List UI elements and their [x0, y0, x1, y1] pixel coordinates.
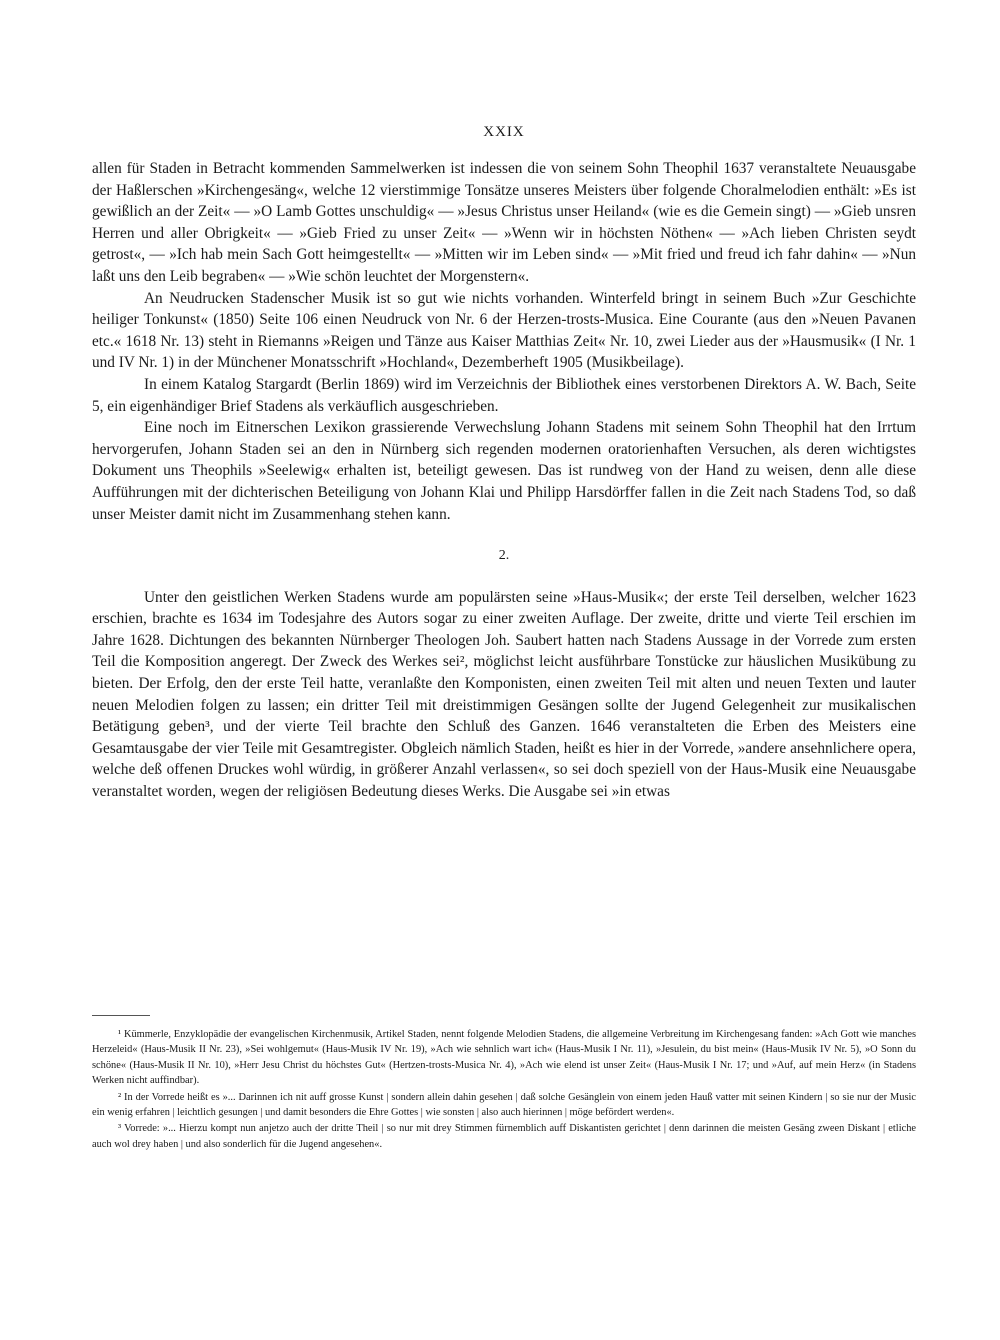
body-text — [92, 158, 916, 803]
paragraph-neudrucke: An Neudrucken Stadenscher Musik ist so gut wie nichts vorhanden. Winterfeld bringt in seinem Buch »Zur Geschichte heiliger Tonkunst« (1850) Seite 106 einen Neudruck von Nr. 6 der Herzen-trosts-Musica. Eine Courante (aus den »Neuen Pavanen etc.« 1618 Nr. 13) steht in Riemanns »Reigen und Tänze aus Kaiser Matthias Zeit« Nr. 10, zwei Lieder aus der »Hausmusik« (I Nr. 1 und IV Nr. 1) in der Münchener Monatsschrift »Hochland«, Dezemberheft 1905 (Musikbeilage). — [92, 289, 916, 372]
footnote-3: ³ Vorrede: »... Hierzu kompt nun anjetzo auch der dritte Theil | so nur mit drey Stimmen fürnemblich auff Diskantisten gerichtet | denn darinnen die meisten Gesäng zween Diskant | etliche auch wol drey haben | und also sonderlich für die Jugend angesehen«. — [92, 1123, 916, 1150]
footnote-2: ² In der Vorrede heißt es »... Darinnen ich nit auff grosse Kunst | sondern allein dahin gesehen | daß solche Gesänglein von einem jeden Hauß vatter mit seinen Kindern | so sie nur der Music ein wenig erfahren | leichtlich gesungen | und damit besonders die Ehre Gottes | wie sonsten | also auch hierinnen | möge befördert werden«. — [92, 1091, 916, 1119]
footnotes — [92, 1027, 916, 1152]
footnote-1: ¹ Kümmerle, Enzyklopädie der evangelischen Kirchenmusik, Artikel Staden, nennt folgende Melodien Stadens, die allgemeine Verbreitung im Kirchengesang fanden: »Ach Gott wie manches Herzeleid« (Haus-Musik II Nr. 23), »Sei wohlgemut« (Haus-Musik IV Nr. 19), »Ach wie sehnlich wart ich« (Haus-Musik I Nr. 11), »Jesulein, du bist mein« (Haus-Musik IV Nr. 5), »O Sonn du schöne« (Haus-Musik II Nr. 10), »Herr Jesu Christ du höchstes Gut« (Hertzen-trosts-Musica Nr. 4), »Ach wie elend ist unser Zeit« (Haus-Musik I Nr. 17; und »Auf, auf mein Herz« (in Stadens Werken nicht auffindbar). — [92, 1029, 916, 1087]
paragraph-haus-musik: Unter den geistlichen Werken Stadens wurde am populärsten seine »Haus-Musik«; der erste Teil derselben, welcher 1623 erschien, brachte es 1634 im Todesjahre des Autors sogar zu einer zweiten Auflage. Der zweite, dritte und vierte Teil erschien im Jahre 1628. Dichtungen des bekannten Nürnberger Theologen Joh. Saubert hatten nach Stadens Aussage in der Vorrede zum ersten Teil die Komposition angeregt. Der Zweck des Werkes sei², möglichst leicht ausführbare Tonstücke zur häuslichen Musikübung zu bieten. Der Erfolg, den der erste Teil hatte, veranlaßte den Komponisten, einen zweiten Teil mit alten und neuen Texten und lauter neuen Melodien folgen zu lassen; ein dritter Teil mit dreistimmigen Gesängen sollte der Jugend Gelegenheit zur musikalischen Betätigung geben³, und der vierte Teil brachte den Schluß des Ganzen. 1646 veranstalteten die Erben des Meisters eine Gesamtausgabe der vier Teile mit Gesamtregister. Obgleich nämlich Staden, heißt es hier in der Vorrede, »andere ansehnlichere opera, welche deß offenen Druckes wohl würdig, in größerer Anzahl verlassen«, so sei doch speziell von der Haus-Musik eine Neuausgabe veranstaltet worden, wegen der religiösen Bedeutung dieses Werks. Die Ausgabe sei »in etwas — [92, 588, 916, 801]
page-number: XXIX — [483, 124, 525, 140]
footnote-divider — [92, 1015, 150, 1016]
paragraph-continuation: allen für Staden in Betracht kommenden Sammelwerken ist indessen die von seinem Sohn Theophil 1637 veranstaltete Neuausgabe der Haßlerschen »Kirchengesäng«, welche 12 vierstimmige Tonsätze unseres Meisters über folgende Choralmelodien enthält: »Es ist gewißlich an der Zeit« — »O Lamb Gottes unschuldig« — »Jesus Christus unser Heiland« (wie es die Gemein singt) — »Gieb unsren Herren und aller Obrigkeit« — »Gieb Fried zu unser Zeit« — »Wenn wir in höchsten Nöthen« — »Ach lieben Christen seydt getrost«, — »Ich hab mein Sach Gott heimgestellt« — »Mitten wir im Leben sind« — »Mit fried und freud ich fahr dahin« — »Nun laßt uns den Leib begraben« — »Wie schön leuchtet der Morgenstern«. — [92, 160, 916, 285]
paragraph-verwechslung: Eine noch im Eitnerschen Lexikon grassierende Verwechslung Johann Stadens mit seinem Sohn Theophil hat den Irrtum hervorgerufen, Johann Staden sei an den in Nürnberg sich regenden modernen oratorienhaften Versuchen, als deren wichtigstes Dokument uns Theophils »Seelewig« erhalten ist, beteiligt gewesen. Das ist rundweg von der Hand zu weisen, denn alle diese Aufführungen mit der dichterischen Beteiligung von Johann Klai und Philipp Harsdörffer fallen in die Zeit nach Stadens Tod, so daß unser Meister damit nicht im Zusammenhang stehen kann. — [92, 419, 916, 523]
section-number: 2. — [498, 548, 510, 564]
paragraph-katalog: In einem Katalog Stargardt (Berlin 1869) wird im Verzeichnis der Bibliothek eines verstorbenen Direktors A. W. Bach, Seite 5, ein eigenhändiger Brief Stadens als verkäuflich ausgeschrieben. — [92, 375, 916, 415]
